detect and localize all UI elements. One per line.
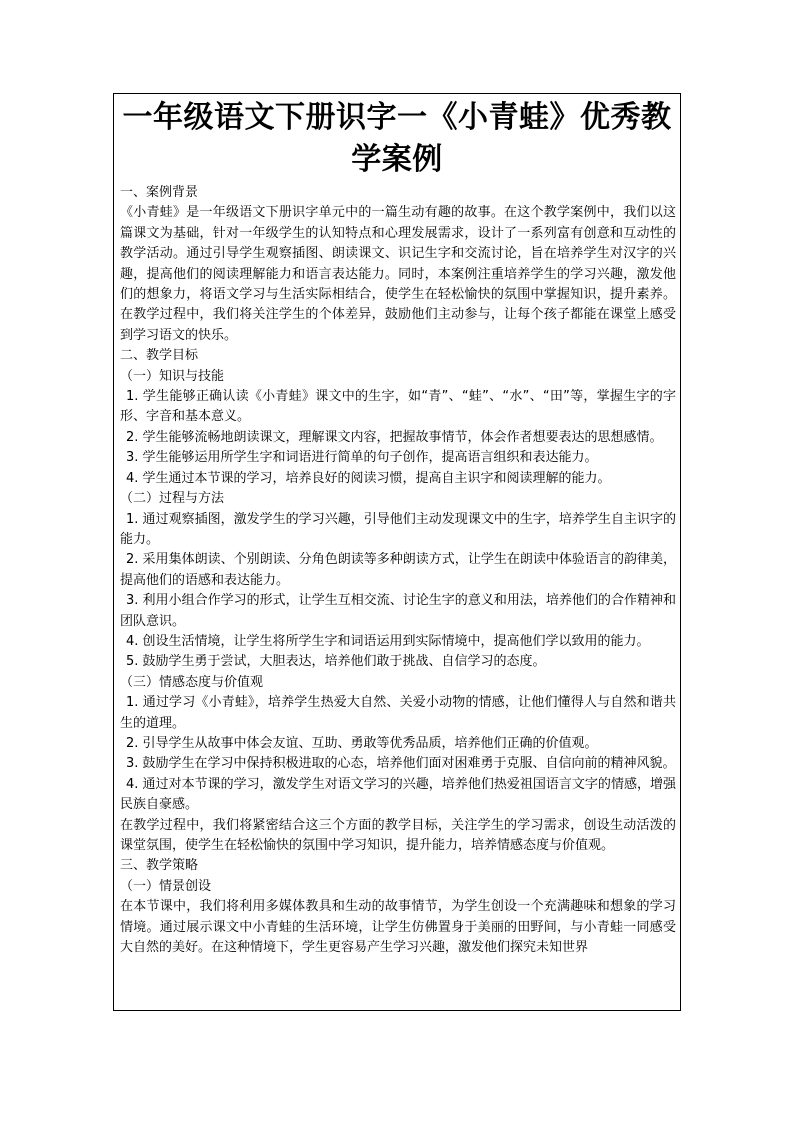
emotion-item-2: 2. 引导学生从故事中体会友谊、互助、勇敢等优秀品质，培养他们正确的价值观。 <box>126 735 598 751</box>
process-item-3: 3. 利用小组合作学习的形式，让学生互相交流、讨论生字的意义和用法，培养他们的合作精神和团队意识。 <box>120 593 676 629</box>
knowledge-item-3: 3. 学生能够运用所学生字和词语进行简单的句子创作，提高语言组织和表达能力。 <box>126 450 598 466</box>
document-frame <box>113 93 681 1011</box>
document-title: 一年级语文下册识字一《小青蛙》优秀教学案例 <box>122 100 672 177</box>
section-heading-background: 一、案例背景 <box>120 185 199 200</box>
emotion-item-4: 4. 通过对本节课的学习，激发学生对语文学习的兴趣，培养他们热爱祖国语言文字的情感，增强民族自豪感。 <box>120 776 676 813</box>
subheading-process: （二）过程与方法 <box>120 491 225 507</box>
process-item-5: 5. 鼓励学生勇于尝试，大胆表达，培养他们敢于挑战、自信学习的态度。 <box>126 654 546 670</box>
subheading-emotion: （三）情感态度与价值观 <box>120 674 264 690</box>
process-item-2: 2. 采用集体朗读、个别朗读、分角色朗读等多种朗读方式，让学生在朗读中体验语言的韵律美，提高他们的语感和表达能力。 <box>120 552 676 588</box>
process-item-1: 1. 通过观察插图，激发学生的学习兴趣，引导他们主动发现课文中的生字，培养学生自主识字的能力。 <box>120 511 676 547</box>
knowledge-item-4: 4. 学生通过本节课的学习，培养良好的阅读习惯，提高自主识字和阅读理解的能力。 <box>126 470 611 486</box>
emotion-item-1: 1. 通过学习《小青蛙》，培养学生热爱大自然、关爱小动物的情感，让他们懂得人与自然和谐共生的道理。 <box>120 695 676 731</box>
section-heading-strategy: 三、教学策略 <box>120 858 199 874</box>
knowledge-item-1: 1. 学生能够正确认读《小青蛙》课文中的生字，如“青”、“蛙”、“水”、“田”等，掌握生字的字形、字音和基本意义。 <box>120 389 676 425</box>
scene-paragraph: 在本节课中，我们将利用多媒体教具和生动的故事情节，为学生创设一个充满趣味和想象的学习情境。通过展示课文中小青蛙的生活环境，让学生仿佛置身于美丽的田野间，与小青蛙一同感受大自然的美好。在这种情境下，学生更容易产生学习兴趣，激发他们探究未知世界 <box>120 899 676 956</box>
background-paragraph: 《小青蛙》是一年级语文下册识字单元中的一篇生动有趣的故事。在这个教学案例中，我们以这篇课文为基础，针对一年级学生的认知特点和心理发展需求，设计了一系列富有创意和互动性的教学活动。通过引导学生观察插图、朗读课文、识记生字和交流讨论，旨在培养学生对汉字的兴趣，提高他们的阅读理解能力和语言表达能力。同时，本案例注重培养学生的学习兴趣，激发他们的想象力，将语文学习与生活实际相结合，使学生在轻松愉快的氛围中掌握知识，提升素养。在教学过程中，我们将关注学生的个体差异，鼓励他们主动参与，让每个孩子都能在课堂上感受到学习语文的快乐。 <box>120 205 676 343</box>
goals-summary: 在教学过程中，我们将紧密结合这三个方面的教学目标，关注学生的学习需求，创设生动活泼的课堂氛围，使学生在轻松愉快的氛围中学习知识，提升能力，培养情感态度与价值观。 <box>120 817 676 853</box>
document-body <box>114 183 680 958</box>
process-item-4: 4. 创设生活情境，让学生将所学生字和词语运用到实际情境中，提高他们学以致用的能力。 <box>126 633 650 649</box>
emotion-item-3: 3. 鼓励学生在学习中保持积极进取的心态，培养他们面对困难勇于克服、自信向前的精神风貌。 <box>126 756 676 772</box>
section-heading-goals: 二、教学目标 <box>120 348 199 364</box>
subheading-scene: （一）情景创设 <box>120 878 212 894</box>
subheading-knowledge: （一）知识与技能 <box>120 368 225 384</box>
knowledge-item-2: 2. 学生能够流畅地朗读课文，理解课文内容，把握故事情节，体会作者想要表达的思想感情。 <box>126 429 663 445</box>
